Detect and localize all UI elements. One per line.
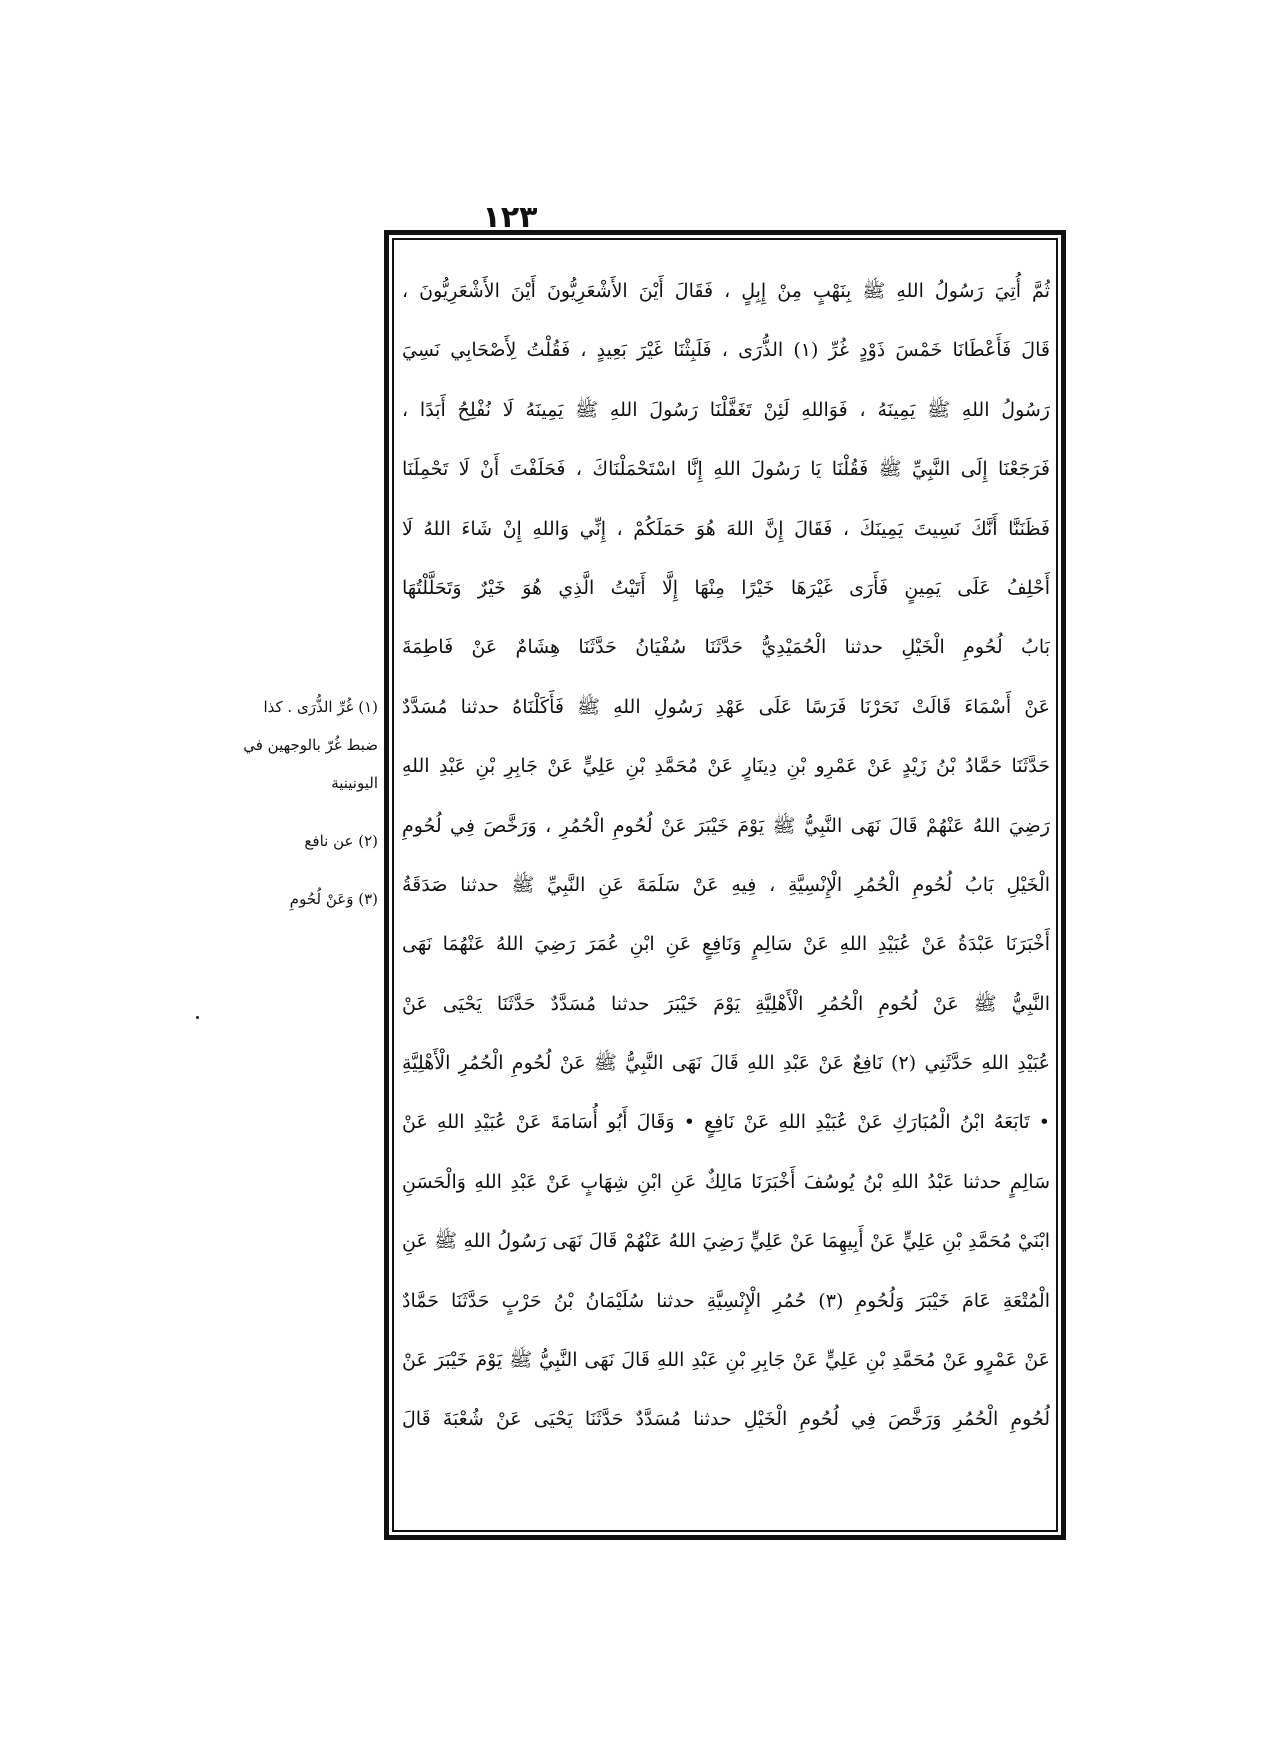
- text-line-18: الْمُتْعَةِ عَامَ خَيْبَرَ وَلُحُومِ (٣) حُمُرِ الْإِنْسِيَّةِ حدثنا سُلَيْمَانُ بْنُ حَرْبٍ حَدَّثَنَا حَمَّادٌ: [402, 1289, 1050, 1312]
- page-number: ١٢٣: [482, 200, 538, 235]
- text-line-17: ابْنَيْ مُحَمَّدِ بْنِ عَلِيٍّ عَنْ أَبِيهِمَا عَنْ عَلِيٍّ رَضِيَ اللهُ عَنْهُمْ قَالَ نَهَى رَسُولُ اللهِ ﷺ عَنِ: [402, 1230, 1050, 1253]
- main-text-block: [402, 262, 1050, 1522]
- text-line-3: رَسُولُ اللهِ ﷺ يَمِينَهُ ، فَوَاللهِ لَئِنْ تَغَفَّلْنَا رَسُولَ اللهِ ﷺ يَمِينَهُ لَا نُفْلِحُ أَبَدًا ،: [402, 398, 1050, 421]
- text-line-9: حَدَّثَنَا حَمَّادُ بْنُ زَيْدٍ عَنْ عَمْرِو بْنِ دِينَارٍ عَنْ مُحَمَّدِ بْنِ عَلِيٍّ عَنْ جَابِرِ بْنِ عَبْدِ اللهِ: [402, 755, 1050, 778]
- text-line-5: فَظَنَنَّا أَنَّكَ نَسِيتَ يَمِينَكَ ، فَقَالَ إِنَّ اللهَ هُوَ حَمَلَكُمْ ، إِنِّي وَاللهِ إِنْ شَاءَ اللهُ لَا: [402, 517, 1050, 540]
- margin-note-1-line-3: اليونينية: [331, 774, 378, 792]
- text-line-8: عَنْ أَسْمَاءَ قَالَتْ نَحَرْنَا فَرَسًا عَلَى عَهْدِ رَسُولِ اللهِ ﷺ فَأَكَلْنَاهُ حدثنا مُسَدَّدٌ: [402, 695, 1050, 718]
- margin-note-spacer: [192, 802, 378, 822]
- stray-ink-dot: [196, 1016, 199, 1019]
- text-line-2: قَالَ فَأَعْطَانَا خَمْسَ ذَوْدٍ غُرِّ (١) الذُّرَى ، فَلَبِثْنَا غَيْرَ بَعِيدٍ ، فَقُلْتُ لِأَصْحَابِي نَسِيَ: [402, 339, 1050, 362]
- text-line-1: ثُمَّ أُتِيَ رَسُولُ اللهِ ﷺ بِنَهْبٍ مِنْ إِبِلٍ ، فَقَالَ أَيْنَ الأَشْعَرِيُّونَ أَيْنَ الأَشْعَرِيُّونَ ،: [402, 280, 1050, 302]
- text-line-19: عَنْ عَمْرٍو عَنْ مُحَمَّدِ بْنِ عَلِيٍّ عَنْ جَابِرِ بْنِ عَبْدِ اللهِ قَالَ نَهَى النَّبِيُّ ﷺ يَوْمَ خَيْبَرَ عَنْ: [402, 1349, 1050, 1372]
- margin-note-spacer-2: [192, 860, 378, 880]
- text-line-16: سَالِمٍ حدثنا عَبْدُ اللهِ بْنُ يُوسُفَ أَخْبَرَنَا مَالِكٌ عَنِ ابْنِ شِهَابٍ عَنْ عَبْدِ اللهِ وَالْحَسَنِ: [402, 1170, 1050, 1193]
- text-line-7: بَابُ لُحُومِ الْخَيْلِ حدثنا الْحُمَيْدِيُّ حَدَّثَنَا سُفْيَانُ حَدَّثَنَا هِشَامٌ عَنْ فَاطِمَةَ: [402, 636, 1050, 659]
- margin-notes: [192, 688, 378, 918]
- text-line-13: النَّبِيُّ ﷺ عَنْ لُحُومِ الْحُمُرِ الْأَهْلِيَّةِ يَوْمَ خَيْبَرَ حدثنا مُسَدَّدٌ حَدَّثَنَا يَحْيَى عَنْ: [402, 992, 1050, 1015]
- text-line-10: رَضِيَ اللهُ عَنْهُمْ قَالَ نَهَى النَّبِيُّ ﷺ يَوْمَ خَيْبَرَ عَنْ لُحُومِ الْحُمُرِ ، وَرَخَّصَ فِي لُحُومِ: [402, 814, 1050, 837]
- margin-note-1-line-1: (١) غُرِّ الذُّرَى . كذا: [263, 698, 378, 716]
- margin-note-1-line-2: ضبط غُرّ بالوجهين في: [243, 736, 378, 754]
- text-line-20: لُحُومِ الْحُمُرِ وَرَخَّصَ فِي لُحُومِ الْخَيْلِ حدثنا مُسَدَّدٌ حَدَّثَنَا يَحْيَى عَنْ شُعْبَةَ قَالَ: [402, 1408, 1050, 1431]
- text-line-12: أَخْبَرَنَا عَبْدَةُ عَنْ عُبَيْدِ اللهِ عَنْ سَالِمٍ وَنَافِعٍ عَنِ ابْنِ عُمَرَ رَضِيَ اللهُ عَنْهُمَا نَهَى: [402, 933, 1050, 956]
- margin-note-3: (٣) وَعَنْ لُحُومِ: [289, 890, 378, 908]
- text-line-6: أَحْلِفُ عَلَى يَمِينٍ فَأَرَى غَيْرَهَا خَيْرًا مِنْهَا إِلَّا أَتَيْتُ الَّذِي هُوَ خَيْرٌ وَتَحَلَّلْتُهَا: [402, 576, 1050, 599]
- text-line-14: عُبَيْدِ اللهِ حَدَّثَنِي (٢) نَافِعٌ عَنْ عَبْدِ اللهِ قَالَ نَهَى النَّبِيُّ ﷺ عَنْ لُحُومِ الْحُمُرِ الْأَهْلِيَّةِ: [402, 1052, 1050, 1075]
- text-line-4: فَرَجَعْنَا إِلَى النَّبِيِّ ﷺ فَقُلْنَا يَا رَسُولَ اللهِ إِنَّا اسْتَحْمَلْنَاكَ ، فَحَلَفْتَ أَنْ لَا تَحْمِلَنَا: [402, 458, 1050, 481]
- margin-note-2: (٢) عن نافع: [304, 832, 378, 850]
- text-line-11: الْخَيْلِ بَابُ لُحُومِ الْحُمُرِ الْإِنْسِيَّةِ ، فِيهِ عَنْ سَلَمَةَ عَنِ النَّبِيِّ ﷺ حدثنا صَدَقَةُ: [402, 873, 1050, 896]
- text-line-15: • تَابَعَهُ ابْنُ الْمُبَارَكِ عَنْ عُبَيْدِ اللهِ عَنْ نَافِعٍ • وَقَالَ أَبُو أُسَامَةَ عَنْ عُبَيْدِ اللهِ عَنْ: [402, 1111, 1050, 1134]
